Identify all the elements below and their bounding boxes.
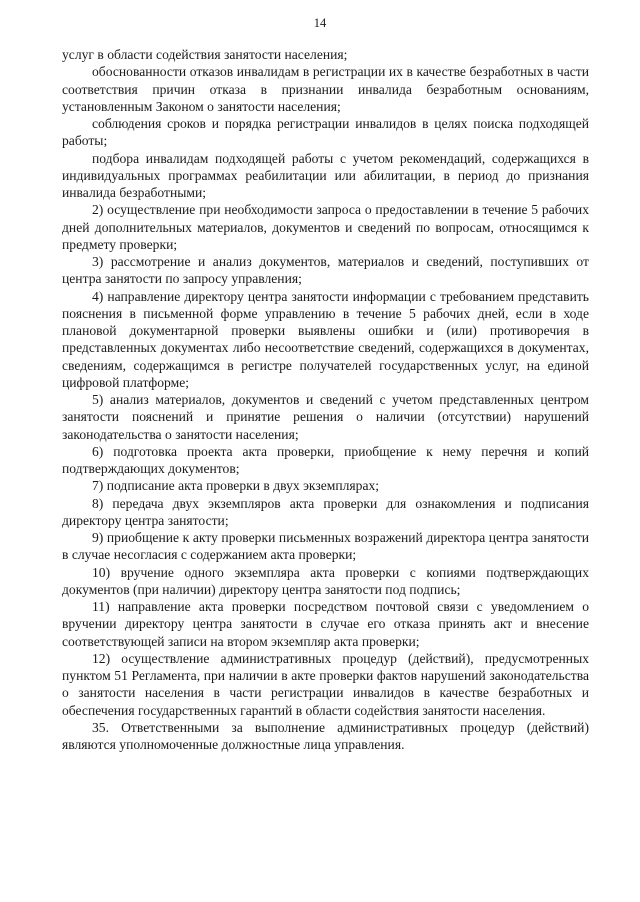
list-item: 11) направление акта проверки посредством почтовой связи с уведомлением о вручении директору центра занятости в случае его отказа принять акт и внесение соответствующей записи на втором экземпляр акта проверки; bbox=[62, 599, 589, 649]
paragraph: обоснованности отказов инвалидам в регистрации их в качестве безработных в части соответствия причин отказа в признании инвалида безработным основаниям, установленным Законом о занятости населения; bbox=[62, 64, 589, 114]
paragraph: подбора инвалидам подходящей работы с учетом рекомендаций, содержащихся в индивидуальных программах реабилитации или абилитации, в период до признания инвалида безработными; bbox=[62, 150, 589, 200]
list-item: 8) передача двух экземпляров акта проверки для ознакомления и подписания директору центра занятости; bbox=[62, 495, 589, 528]
list-item: 6) подготовка проекта акта проверки, приобщение к нему перечня и копий подтверждающих документов; bbox=[62, 443, 589, 476]
list-item: 10) вручение одного экземпляра акта проверки с копиями подтверждающих документов (при наличии) директору центра занятости под подпись; bbox=[62, 564, 589, 597]
paragraph: услуг в области содействия занятости населения; bbox=[62, 47, 348, 62]
paragraph: соблюдения сроков и порядка регистрации инвалидов в целях поиска подходящей работы; bbox=[62, 116, 589, 149]
list-item: 9) приобщение к акту проверки письменных возражений директора центра занятости в случае несогласия с содержанием акта проверки; bbox=[62, 530, 589, 563]
list-item: 2) осуществление при необходимости запроса о предоставлении в течение 5 рабочих дней дополнительных материалов, документов и сведений по вопросам, относящимся к предмету проверки; bbox=[62, 202, 589, 252]
list-item: 7) подписание акта проверки в двух экземплярах; bbox=[92, 478, 380, 494]
list-item: 5) анализ материалов, документов и сведений с учетом представленных центром занятости пояснений и принятие решения о наличии (отсутствии) нарушений законодательства о занятости населения; bbox=[62, 392, 589, 442]
document-body bbox=[62, 46, 589, 753]
section-paragraph: 35. Ответственными за выполнение административных процедур (действий) являются уполномоченные должностные лица управления. bbox=[62, 719, 589, 752]
list-item: 4) направление директору центра занятости информации с требованием представить пояснения в письменной форме управлению в течение 5 рабочих дней, если в ходе плановой документарной проверки выявлены ошибки и (или) противоречия в представленных документах либо несоответствие сведений, содержащихся в документах, сведениям, содержащимся в регистре получателей государственных услуг, на единой цифровой платформе; bbox=[62, 288, 589, 390]
list-item: 12) осуществление административных процедур (действий), предусмотренных пунктом 51 Регламента, при наличии в акте проверки фактов нарушений законодательства о занятости населения в части регистрации инвалидов в качестве безработных и обеспечения государственных гарантий в области содействия занятости населения. bbox=[62, 650, 589, 718]
list-item: 3) рассмотрение и анализ документов, материалов и сведений, поступивших от центра занятости по запросу управления; bbox=[62, 254, 589, 287]
page-number: 14 bbox=[313, 16, 327, 30]
